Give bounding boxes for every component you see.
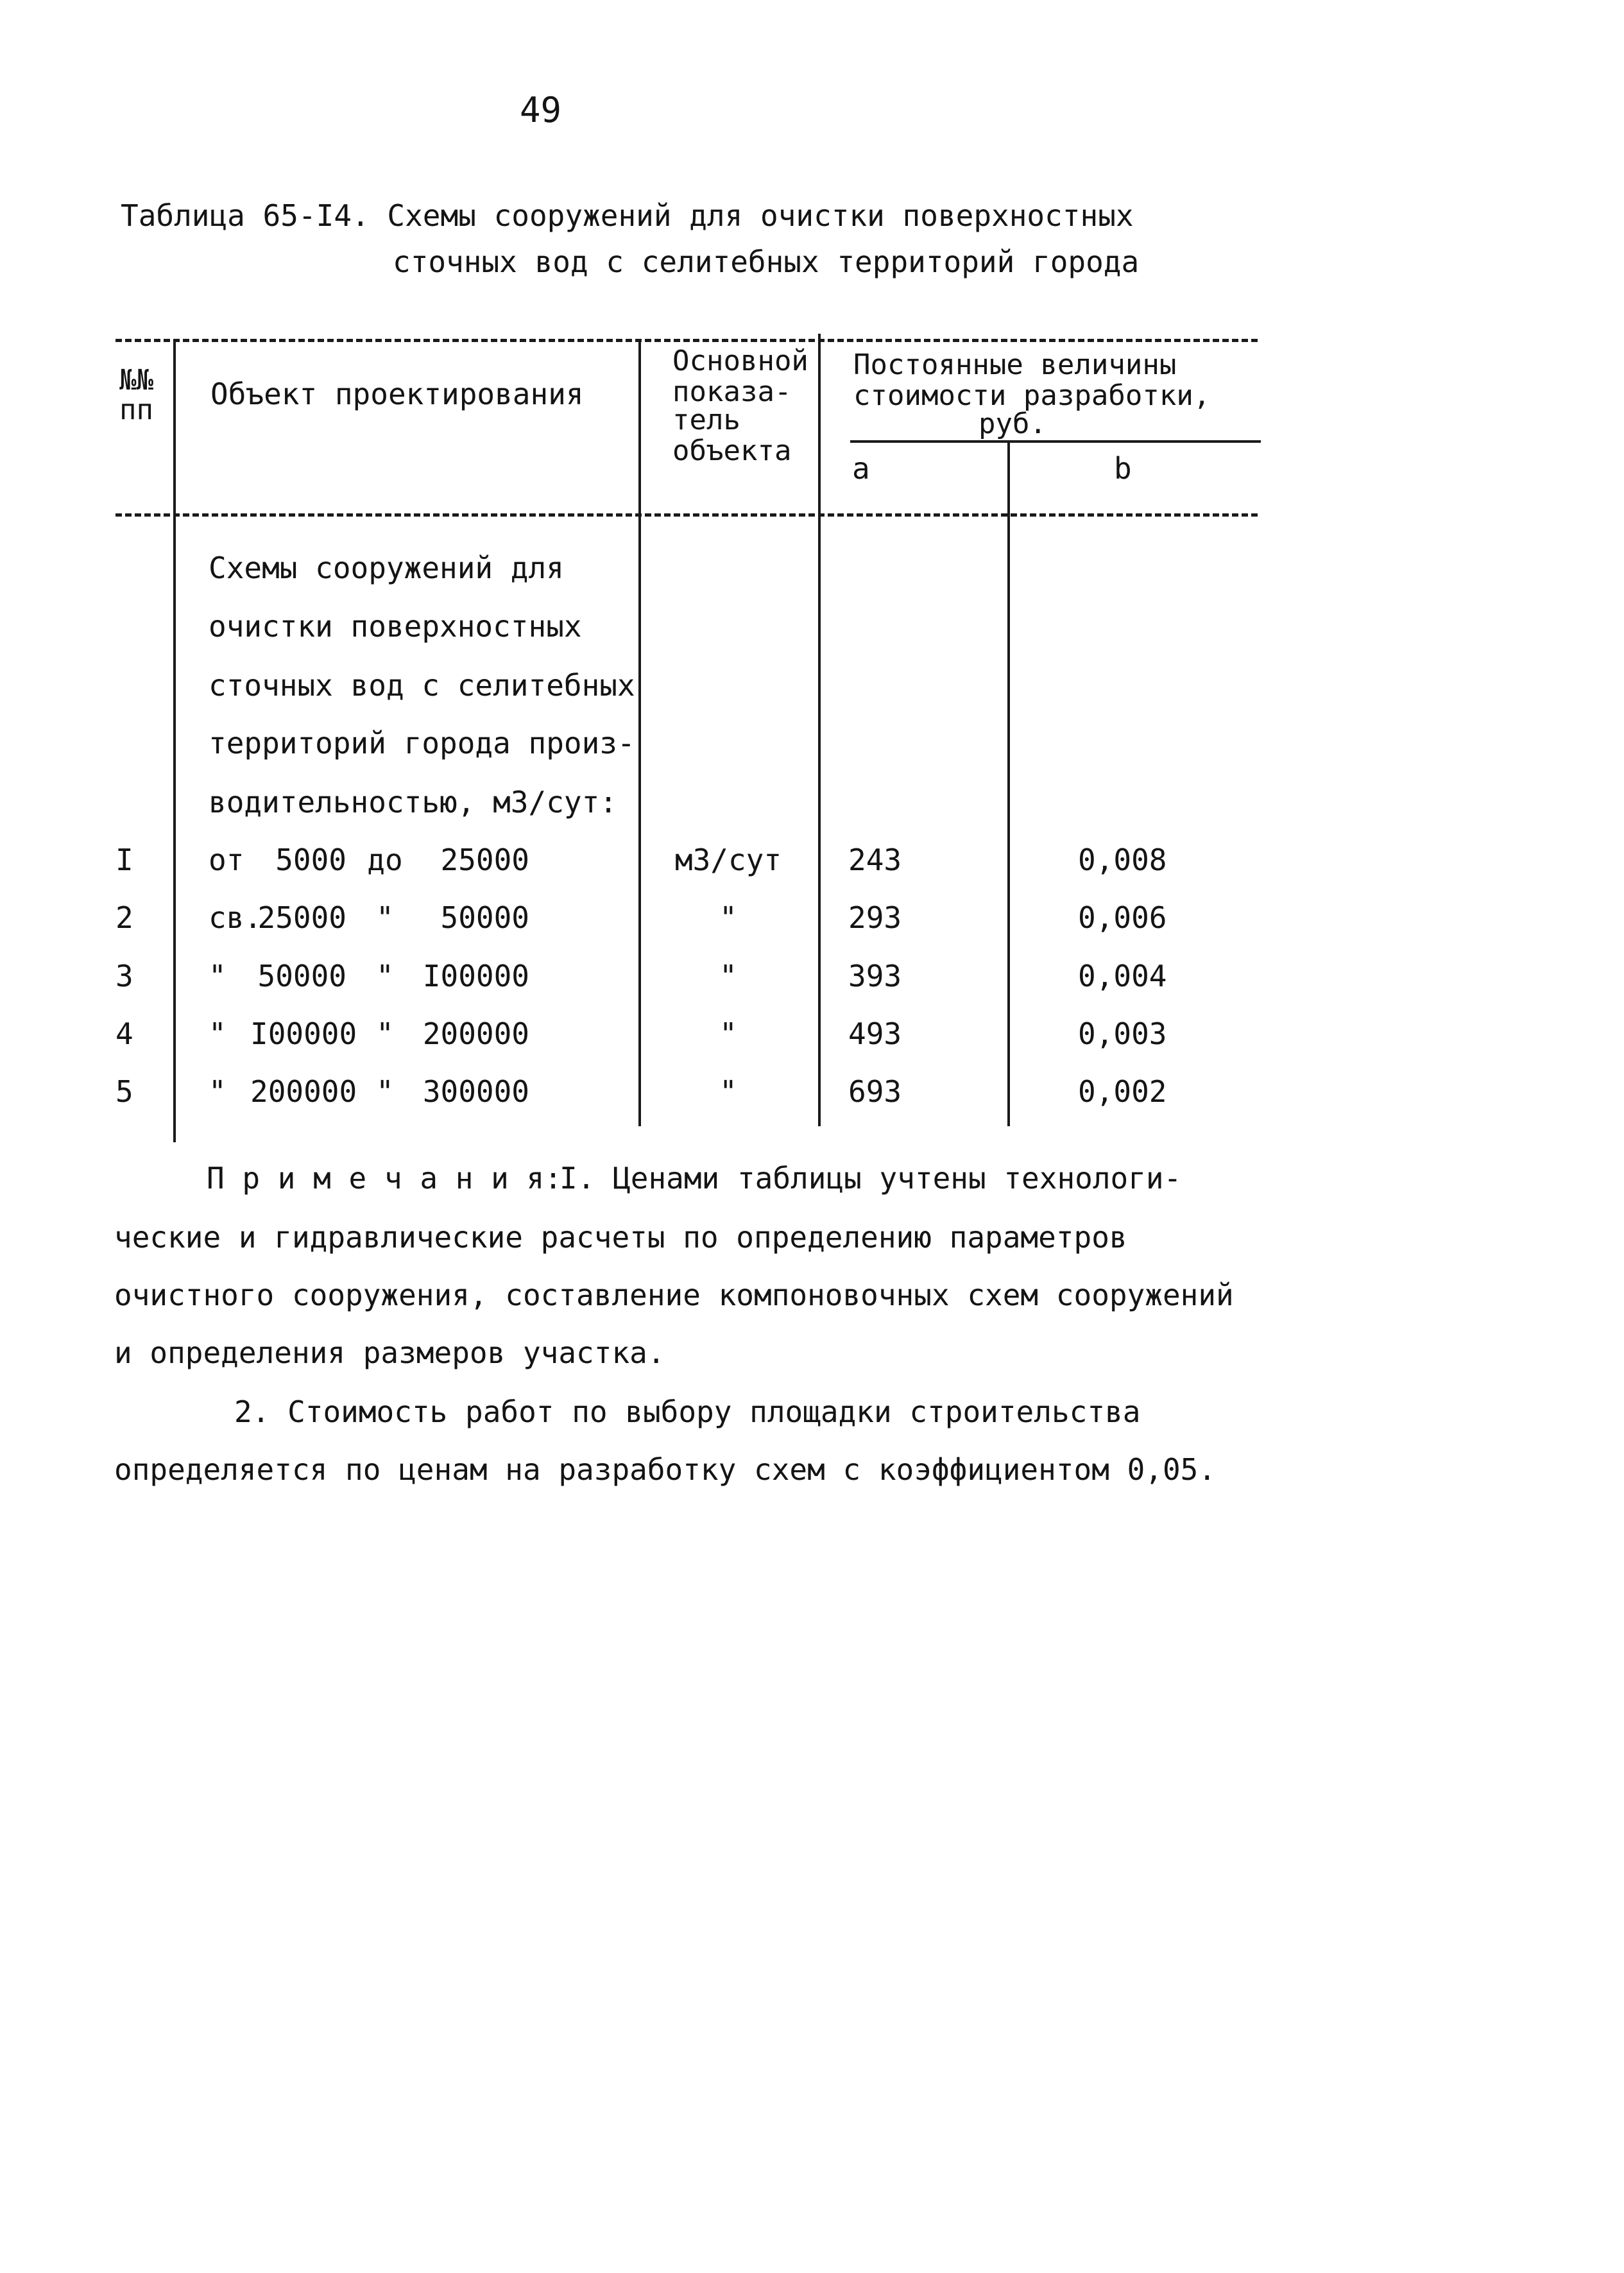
note-line-2: ческие и гидравлические расчеты по определению параметров (114, 1220, 1127, 1255)
header-cost-line-1: Постоянные величины (853, 348, 1177, 381)
value-b: 0,003 (1078, 1016, 1167, 1051)
header-indicator-line-4: объекта (672, 434, 792, 467)
column-divider-indicator (818, 334, 821, 1126)
header-a: а (852, 451, 870, 486)
range-to: 25000 (440, 843, 529, 877)
header-cost-line-2: стоимости разработки, (853, 379, 1211, 412)
range-qualifier: " (209, 1074, 227, 1109)
range-from: 25000 (257, 900, 346, 935)
unit: м3/сут (674, 843, 782, 877)
header-indicator-line-1: Основной (672, 345, 808, 377)
value-a: 293 (848, 900, 902, 935)
group-title-line-1: Схемы сооружений для (209, 551, 564, 585)
header-object: Объект проектирования (210, 377, 584, 411)
range-qualifier: св. (209, 900, 262, 935)
value-b: 0,004 (1078, 959, 1167, 993)
range-to: I00000 (422, 959, 529, 993)
row-number: 3 (115, 959, 133, 993)
range-to: 200000 (422, 1016, 529, 1051)
note-line-3: очистного сооружения, составление компоновочных схем сооружений (114, 1278, 1234, 1312)
header-num-line-1: №№ (119, 364, 153, 397)
range-qualifier: от (209, 843, 244, 877)
range-from: 5000 (275, 843, 346, 877)
value-a: 393 (848, 959, 902, 993)
range-separator: " (376, 1074, 394, 1109)
value-b: 0,006 (1078, 900, 1167, 935)
group-title-line-3: сточных вод с селитебных (209, 668, 635, 703)
value-b: 0,008 (1078, 843, 1167, 877)
range-from: 200000 (250, 1074, 357, 1109)
range-qualifier: " (209, 1016, 227, 1051)
value-a: 243 (848, 843, 902, 877)
cost-subheader-rule (850, 440, 1261, 443)
range-to: 300000 (422, 1074, 529, 1109)
column-divider-cost-a (1007, 443, 1010, 1126)
group-title-line-5: водительностью, м3/сут: (209, 785, 617, 819)
header-num-line-2: пп (119, 393, 153, 426)
unit: " (719, 900, 737, 935)
unit: " (719, 1074, 737, 1109)
note-line-6: определяется по ценам на разработку схем с коэффициентом 0,05. (114, 1452, 1217, 1487)
header-indicator-line-2: показа- (672, 375, 792, 408)
range-from: I00000 (250, 1016, 357, 1051)
group-title-line-2: очистки поверхностных (209, 609, 582, 644)
table-header-rule (115, 513, 1258, 517)
header-b: b (1114, 451, 1132, 486)
row-number: 2 (115, 900, 133, 935)
header-indicator-line-3: тель (672, 404, 740, 436)
row-number: I (115, 843, 133, 877)
value-a: 493 (848, 1016, 902, 1051)
group-title-line-4: территорий города произ- (209, 726, 635, 760)
header-cost-line-3: руб. (979, 407, 1047, 440)
column-divider-object (638, 340, 641, 1126)
row-number: 4 (115, 1016, 133, 1051)
range-separator: " (376, 900, 394, 935)
range-separator: " (376, 1016, 394, 1051)
value-a: 693 (848, 1074, 902, 1109)
table-caption-line-1: Таблица 65-I4. Схемы сооружений для очистки поверхностных (121, 198, 1134, 233)
value-b: 0,002 (1078, 1074, 1167, 1109)
table-top-rule (115, 339, 1258, 342)
table-caption-line-2: сточных вод с селитебных территорий города (393, 244, 1140, 279)
row-number: 5 (115, 1074, 133, 1109)
unit: " (719, 1016, 737, 1051)
column-divider-num (173, 340, 176, 1142)
note-line-4: и определения размеров участка. (114, 1335, 665, 1370)
page-number: 49 (520, 90, 562, 130)
unit: " (719, 959, 737, 993)
note-line-1: I. Ценами таблицы учтены технологи- (560, 1161, 1182, 1196)
range-to: 50000 (440, 900, 529, 935)
notes-heading: П р и м е ч а н и я: (207, 1161, 562, 1196)
range-from: 50000 (257, 959, 346, 993)
note-line-5: 2. Стоимость работ по выбору площадки строительства (234, 1394, 1141, 1429)
range-separator: до (367, 843, 403, 877)
range-qualifier: " (209, 959, 227, 993)
range-separator: " (376, 959, 394, 993)
